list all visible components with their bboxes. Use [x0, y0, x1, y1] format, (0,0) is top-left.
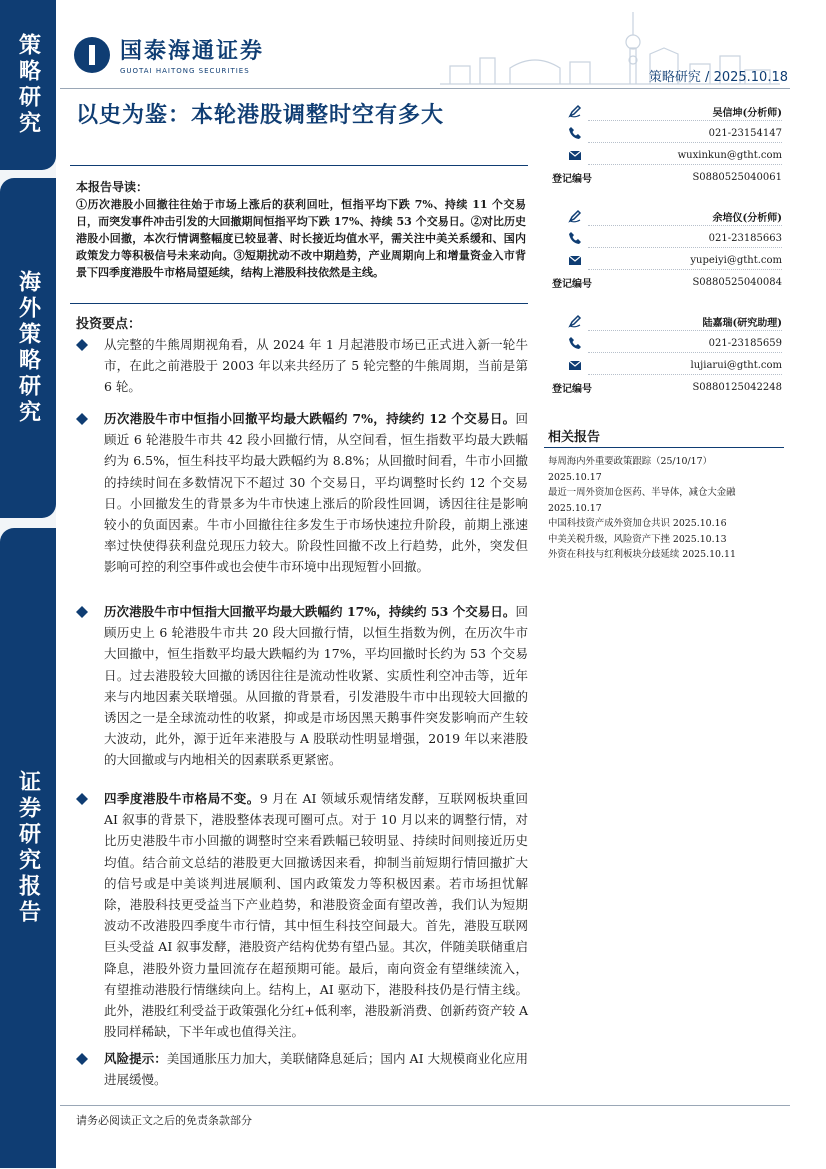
analyst-card — [548, 310, 782, 395]
key-point-body: 美国通胀压力加大，美联储降息延后；国内 AI 大规模商业化应用进展缓慢。 — [104, 1051, 528, 1088]
company-logo — [72, 34, 264, 75]
analyst-name: 余培仪(分析师) — [712, 212, 782, 224]
points-heading: 投资要点： — [76, 317, 142, 332]
analyst-name: 吴信坤(分析师) — [712, 107, 782, 119]
analyst-email[interactable]: lujiarui@gtht.com — [690, 359, 782, 371]
sidebar-tab-label: 海外策略研究 — [15, 270, 41, 426]
related-reports-heading: 相关报告 — [544, 424, 784, 448]
pen-icon — [568, 104, 582, 118]
diamond-bullet-icon — [76, 1053, 88, 1065]
key-point-lead: 历次港股牛市中恒指小回撤平均最大跌幅约 7%，持续约 12 个交易日。 — [104, 411, 516, 426]
analyst-phone: 021-23185663 — [708, 232, 782, 244]
report-meta — [649, 66, 788, 85]
analyst-panel — [548, 100, 782, 415]
intro-divider — [70, 303, 528, 304]
header-divider — [60, 88, 790, 89]
analyst-card — [548, 205, 782, 290]
phone-icon — [568, 231, 582, 245]
footer-disclaimer: 请务必阅读正文之后的免责条款部分 — [76, 1114, 252, 1127]
key-point — [76, 334, 528, 398]
key-point-lead: 四季度港股牛市格局不变。 — [104, 791, 260, 806]
related-report-title[interactable]: 每周海内外重要政策跟踪（25/10/17） — [548, 456, 712, 467]
meta-separator: / — [705, 70, 714, 85]
key-point-text — [104, 408, 528, 578]
pen-icon — [568, 209, 582, 223]
logo-mark-icon — [72, 35, 112, 75]
key-point-text — [104, 334, 528, 398]
key-point-text — [104, 601, 528, 771]
registration-number: S0880525040061 — [692, 171, 782, 183]
analyst-phone: 021-23185659 — [708, 337, 782, 349]
key-point — [76, 788, 528, 1042]
sidebar-tab-strategy — [0, 0, 56, 170]
key-point — [76, 408, 528, 578]
related-report-title[interactable]: 中国科技资产成外资加仓共识 2025.10.16 — [548, 518, 727, 529]
key-point-body: 从完整的牛熊周期视角看，从 2024 年 1 月起港股市场已正式进入新一轮牛市，在此之前港股于 2003 年以来共经历了 5 轮完整的牛熊周期，当前是第 6 轮。 — [104, 337, 528, 395]
logo-chinese-name: 国泰海通证券 — [120, 39, 265, 64]
registration-number: S0880525040084 — [692, 276, 782, 288]
intro-heading: 本报告导读： — [76, 180, 149, 194]
registration-label: 登记编号 — [552, 278, 592, 290]
key-point-text — [104, 788, 528, 1042]
report-date: 2025.10.18 — [713, 70, 788, 85]
key-point-body: 回顾近 6 轮港股牛市共 42 段小回撤行情，从空间看，恒生指数平均最大跌幅约为 6.5%，恒生科技平均最大跌幅约为 8.8%；从回撤时间看，牛市小回撤的持续时间在多数情况下不超过 30 个交易日，平均调整时长约 12 个交易日。小回撤发生的背景多为牛市快速上涨后的阶段性回调，诱因往往是影响较小的负面因素。牛市小回撤往往多发生于市场快速拉升阶段，前期上涨速率过快使得获利盘兑现压力较大。阶段性回撤不改上行趋势，此外，突发但影响可控的利空事件或也会使牛市环境中出现短暂小回撤。 — [104, 411, 528, 575]
key-point — [76, 601, 528, 771]
related-report-date: 2025.10.17 — [548, 471, 602, 483]
analyst-email[interactable]: wuxinkun@gtht.com — [677, 149, 782, 161]
sidebar-tab-label: 策略研究 — [15, 33, 41, 137]
email-icon — [568, 358, 582, 372]
key-point-lead: 历次港股牛市中恒指大回撤平均最大跌幅约 17%，持续约 53 个交易日。 — [104, 604, 516, 619]
registration-label: 登记编号 — [552, 173, 592, 185]
sidebar-tab-report — [0, 528, 56, 1168]
email-icon — [568, 253, 582, 267]
registration-label: 登记编号 — [552, 383, 592, 395]
intro-body: ①历次港股小回撤往往始于市场上涨后的获利回吐，恒指平均下跌 7%、持续 11 个交易日，而突发事件冲击引发的大回撤期间恒指平均下跌 17%、持续 53 个交易日。②对比历史港股小回撤，本次行情调整幅度已较显著、时长接近均值水平，需关注中美关系缓和、国内政策发力等积极信号未来动向。③短期扰动不改中期趋势，产业周期向上和增量资金入市背景下四季度港股牛市格局望延续，结构上港股科技依然是主线。 — [76, 198, 526, 279]
diamond-bullet-icon — [76, 606, 88, 618]
registration-number: S0880125042248 — [692, 381, 782, 393]
related-reports — [544, 424, 784, 563]
diamond-bullet-icon — [76, 793, 88, 805]
key-point-body: 回顾历史上 6 轮港股牛市共 20 段大回撤行情，以恒生指数为例，在历次牛市大回撤中，恒生指数平均最大跌幅约为 17%，平均回撤时长约为 53 个交易日。过去港股较大回撤的诱因往往是流动性收紧、实质性利空冲击等，近年来与内地因素关联增强。从回撤的背景看，引发港股牛市中出现较大回撤的诱因之一是全球流动性的收紧，抑或是市场因黑天鹅事件突发影响而产生较大波动，此外，源于近年来港股与 A 股联动性明显增强，2019 年以来港股的大回撤或与内地相关的因素联系更紧密。 — [104, 604, 528, 768]
logo-english-name: GUOTAI HAITONG SECURITIES — [120, 67, 250, 75]
report-category: 策略研究 — [648, 70, 701, 85]
diamond-bullet-icon — [76, 339, 88, 351]
key-point-text — [104, 1048, 528, 1090]
title-divider — [70, 165, 528, 166]
page-title: 以史为鉴：本轮港股调整时空有多大 — [76, 102, 445, 128]
sidebar — [0, 0, 56, 1169]
analyst-name: 陆嘉瑞(研究助理) — [702, 317, 782, 329]
sidebar-tab-label: 证券研究报告 — [15, 770, 41, 926]
analyst-email[interactable]: yupeiyi@gtht.com — [690, 254, 782, 266]
related-report-title[interactable]: 中美关税升级，风险资产下挫 2025.10.13 — [548, 533, 727, 545]
sidebar-tab-overseas — [0, 178, 56, 518]
email-icon — [568, 148, 582, 162]
related-report-title[interactable]: 最近一周外资加仓医药、半导体，减仓大金融 — [548, 487, 736, 498]
footer-divider — [60, 1105, 790, 1106]
key-point-body: 9 月在 AI 领域乐观情绪发酵，互联网板块重回 AI 叙事的背景下，港股整体表现可圈可点。对于 10 月以来的调整行情，对比历史港股牛市小回撤的调整时空来看跌幅已较明显、持续时间则接近历史均值。结合前文总结的港股更大回撤诱因来看，抑制当前短期行情回撤扩大的信号或是中美谈判进展顺利、国内政策发力等积极因素。若市场担忧解除，港股科技更受益当下产业趋势，和港股资金面有望改善，我们认为短期波动不改港股四季度牛市行情，其中恒生科技空间最大。首先，港股互联网巨头受益 AI 叙事发酵，港股资产结构优势有望凸显。其次，伴随美联储重启降息，港股外资力量回流存在超预期可能。最后，南向资金有望继续流入，有望推动港股行情继续向上。结构上，AI 驱动下，港股科技仍是行情主线。此外，港股红利受益于政策强化分红+低利率，港股新消费、创新药资产较 A 股同样稀缺，下半年或也值得关注。 — [104, 791, 528, 1040]
risk-warning — [76, 1048, 528, 1090]
analyst-phone: 021-23154147 — [708, 127, 782, 139]
phone-icon — [568, 336, 582, 350]
key-point-lead: 风险提示： — [104, 1051, 167, 1066]
related-report-date: 2025.10.17 — [548, 502, 602, 514]
phone-icon — [568, 126, 582, 140]
analyst-card — [548, 100, 782, 185]
related-report-title[interactable]: 外资在科技与红利板块分歧延续 2025.10.11 — [548, 549, 736, 560]
diamond-bullet-icon — [76, 413, 88, 425]
pen-icon — [568, 314, 582, 328]
